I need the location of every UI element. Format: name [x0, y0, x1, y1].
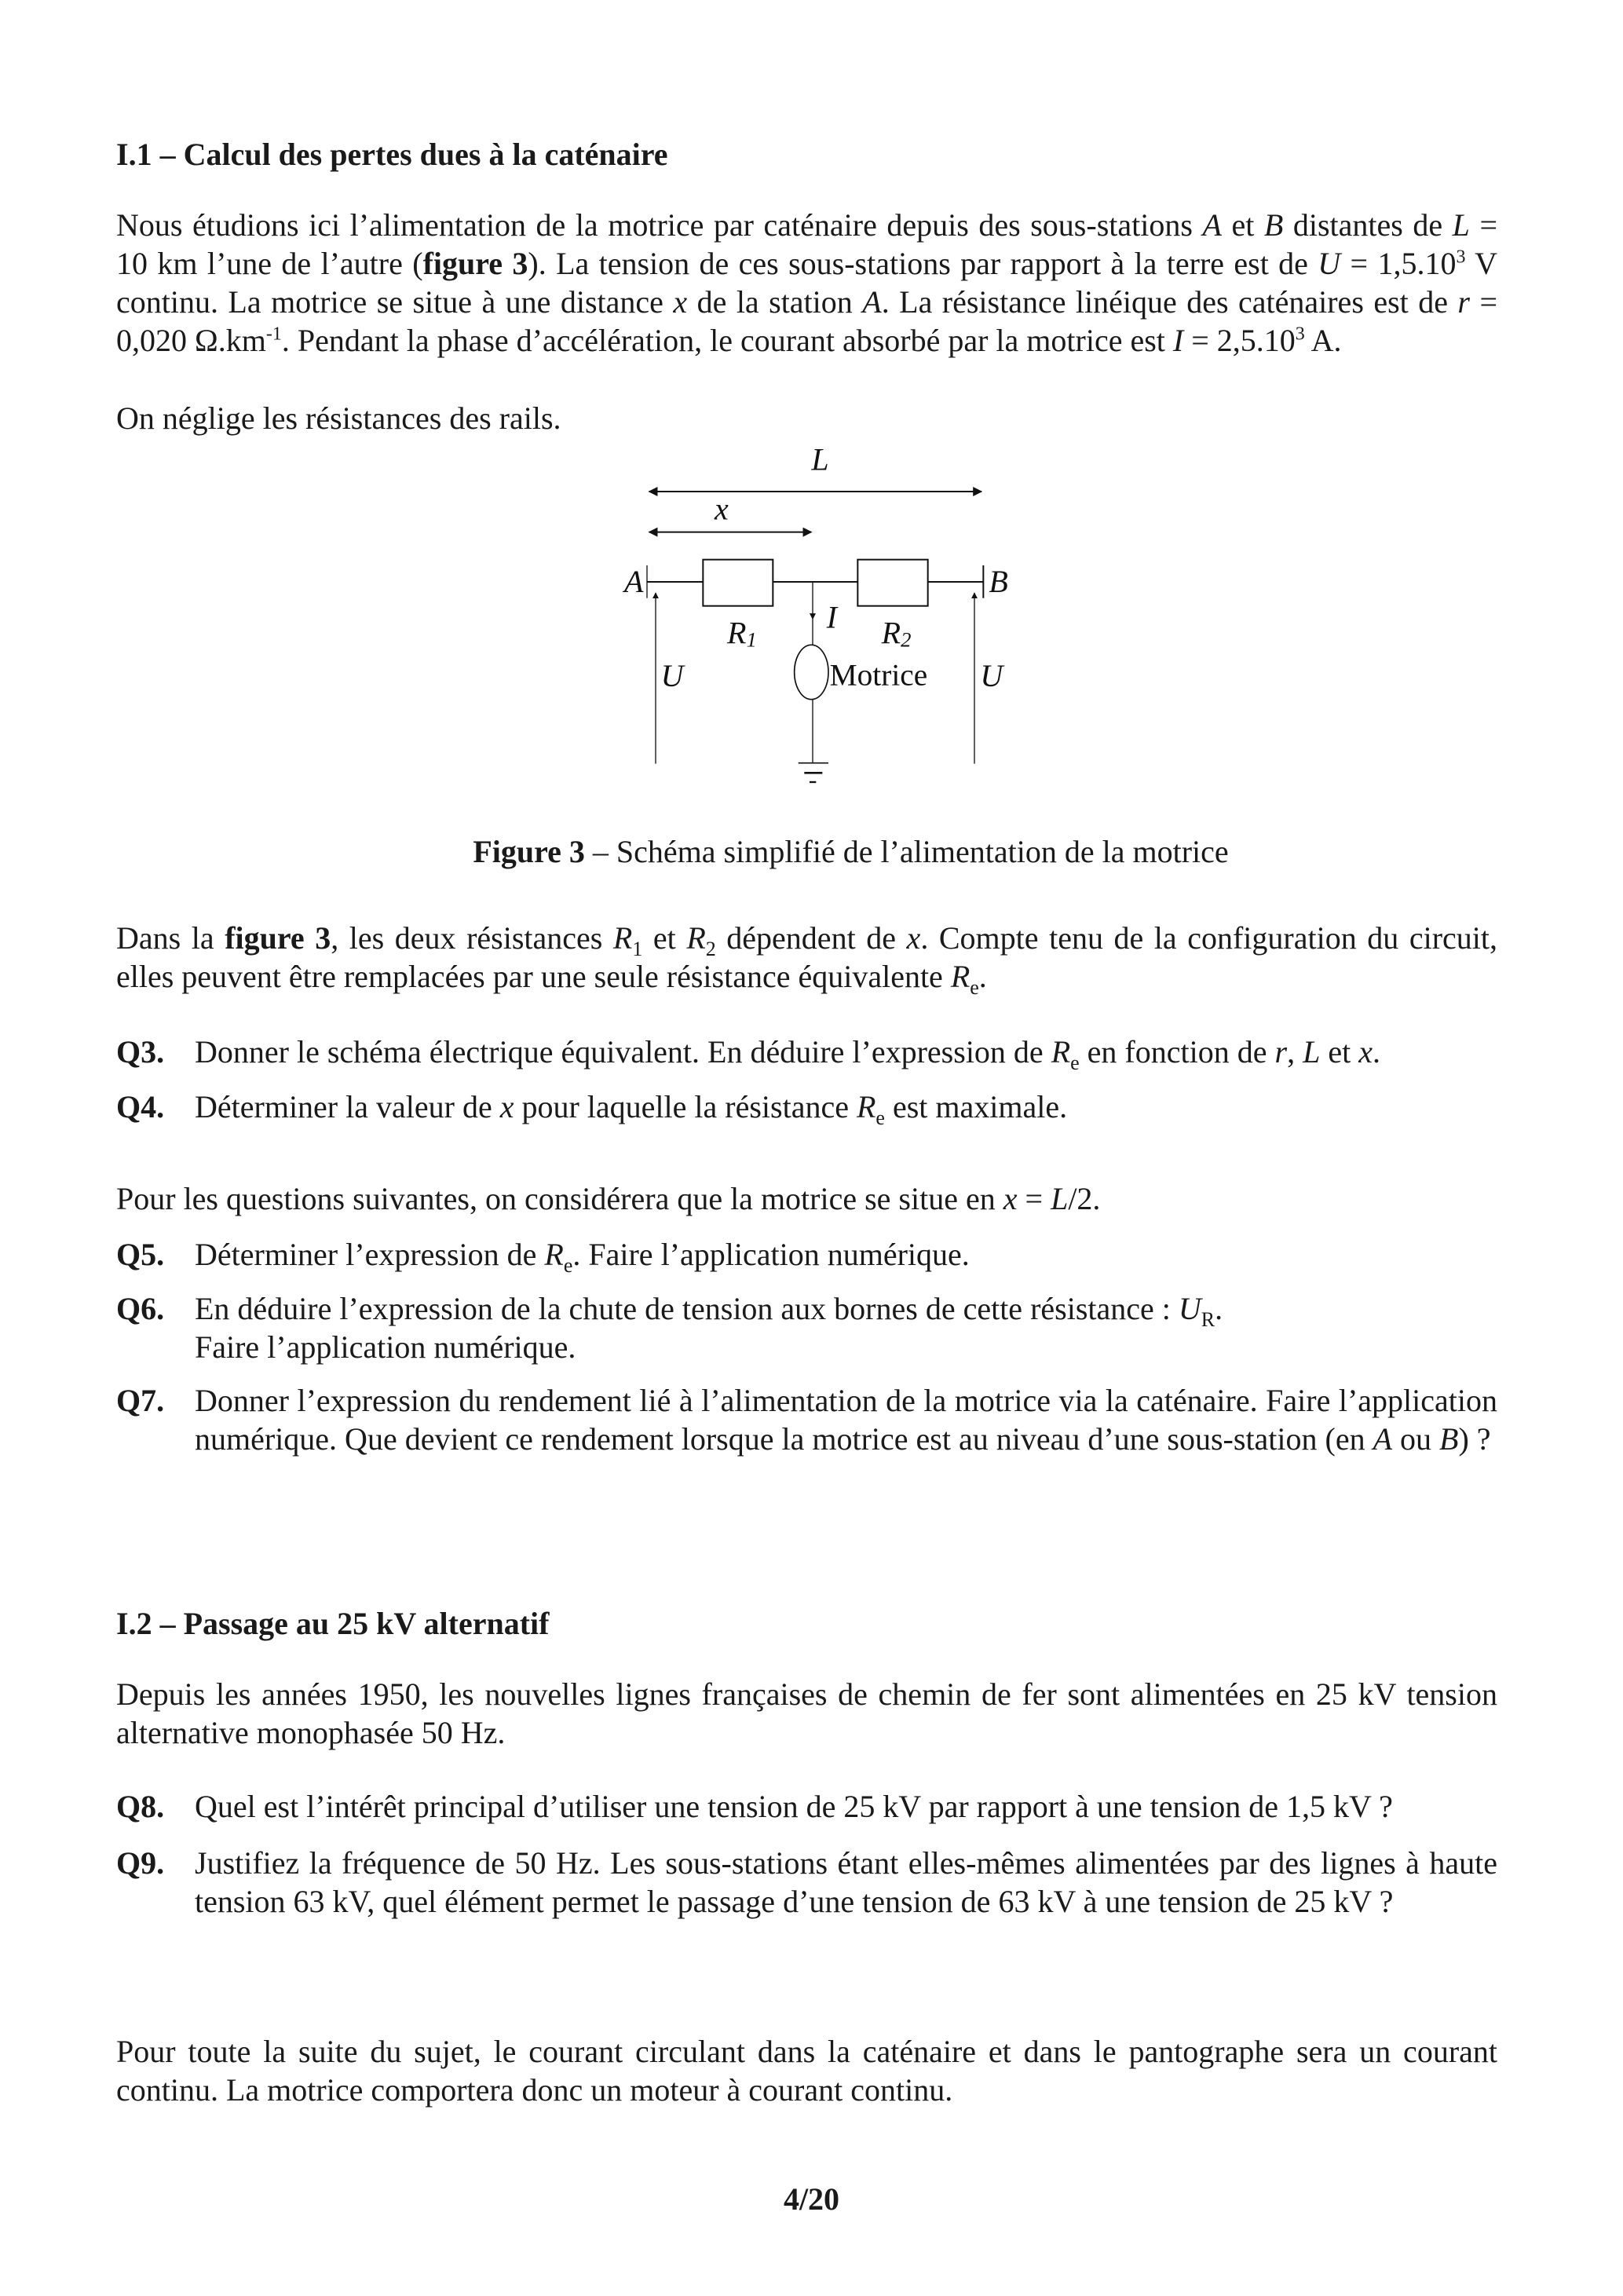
text-run: R	[686, 920, 706, 956]
text-run: U	[1178, 1291, 1201, 1326]
question-text	[195, 1383, 1497, 1457]
label-L: L	[811, 441, 829, 477]
text-run: .	[1215, 1291, 1223, 1326]
text-run: A.	[1304, 323, 1342, 358]
text-run: R	[1051, 1034, 1071, 1069]
text-run: e	[970, 976, 979, 999]
text-run: en fonction de	[1079, 1034, 1275, 1069]
question-text	[195, 1034, 1380, 1074]
text-run: . Faire l’application numérique.	[572, 1237, 970, 1272]
text-run: e	[1070, 1051, 1080, 1074]
intro-paragraph	[116, 206, 1497, 360]
text-run: 3	[1456, 247, 1466, 268]
text-run: x	[1003, 1181, 1018, 1216]
label-R1: R1	[727, 615, 757, 652]
question-label: Q7.	[116, 1383, 165, 1418]
text-run: Depuis les années 1950, les nouvelles lignes françaises de chemin de fer sont alimentées en 25 kV tension alternative monophasée 50 Hz.	[116, 1676, 1497, 1750]
question-text	[195, 1789, 1393, 1824]
question-label: Q8.	[116, 1789, 165, 1824]
text-run: Pour les questions suivantes, on considérera que la motrice se situe en	[116, 1181, 1003, 1216]
page-number: 4/20	[783, 2181, 840, 2217]
text-run: e	[563, 1254, 573, 1277]
label-A: A	[624, 564, 644, 599]
text-run: distantes de	[1283, 207, 1453, 243]
text-run: A	[1202, 207, 1222, 243]
motrice-symbol	[795, 645, 828, 699]
text-run: = 2,5.10	[1183, 323, 1296, 358]
paragraph-equivalent-resistance	[116, 919, 1497, 999]
text-run: . Pendant la phase d’accélération, le courant absorbé par la motrice est	[281, 323, 1173, 358]
text-run: Nous étudions ici l’alimentation de la motrice par caténaire depuis des sous-stations	[116, 207, 1203, 243]
text-run: U	[1318, 246, 1341, 281]
caption-text: – Schéma simplifié de l’alimentation de la motrice	[584, 834, 1229, 869]
text-run: L	[1303, 1034, 1321, 1069]
text-run: figure 3	[225, 920, 331, 956]
question-text	[195, 1089, 1068, 1129]
text-run: .	[978, 959, 987, 994]
text-run: .	[1372, 1034, 1380, 1069]
text-run: L	[1051, 1181, 1069, 1216]
text-run: =	[1017, 1181, 1051, 1216]
text-run: pour laquelle la résistance	[514, 1089, 857, 1124]
text-run: r	[1274, 1034, 1288, 1069]
text-run: B	[1263, 207, 1284, 243]
text-run: A	[1373, 1421, 1393, 1457]
question-q5	[116, 1235, 1497, 1277]
resistor-R2	[857, 560, 927, 606]
label-R2: R2	[881, 615, 912, 652]
text-run: R	[612, 920, 633, 956]
question-text	[195, 1237, 970, 1277]
text-run: -1	[265, 324, 282, 345]
caption-label: Figure 3	[473, 834, 585, 869]
text-run: V continu. La motrice se situe à une distance	[116, 246, 1497, 320]
text-run: e	[875, 1106, 885, 1129]
text-run: 3	[1295, 324, 1305, 345]
text-run: Dans la	[116, 920, 225, 956]
text-run: 1	[632, 938, 643, 960]
question-q8	[116, 1787, 1497, 1826]
text-run: et	[1320, 1034, 1359, 1069]
text-run: /2.	[1068, 1181, 1101, 1216]
text-run: L	[1452, 207, 1470, 243]
text-run: de la station	[687, 284, 863, 320]
text-run: ) ?	[1458, 1421, 1491, 1457]
text-run: x	[673, 284, 688, 320]
text-run: x	[499, 1089, 514, 1124]
label-U-left: U	[660, 658, 684, 693]
figure-3-circuit-diagram	[487, 432, 1131, 801]
text-run: Faire l’application numérique.	[195, 1329, 576, 1365]
text-run: Quel est l’intérêt principal d’utiliser une tension de 25 kV par rapport à une tension de 1,5 kV ?	[195, 1789, 1393, 1824]
text-run: En déduire l’expression de la chute de tension aux bornes de cette résistance :	[195, 1291, 1179, 1326]
figure-caption	[0, 832, 1623, 871]
text-run: Justifiez la fréquence de 50 Hz. Les sous-stations étant elles-mêmes alimentées par des lignes à haute tension 63 kV, quel élément permet le passage d’une tension de 63 kV à une tension de 25 kV ?	[195, 1845, 1497, 1919]
text-run: Déterminer l’expression de	[195, 1237, 545, 1272]
question-text	[195, 1845, 1497, 1919]
text-run: . La résistance linéique des caténaires est de	[881, 284, 1458, 320]
text-run: Donner le schéma électrique équivalent. En déduire l’expression de	[195, 1034, 1051, 1069]
closing-paragraph	[116, 2032, 1497, 2109]
text-run: figure 3	[422, 246, 528, 281]
note-paragraph: On néglige les résistances des rails.	[116, 400, 561, 436]
question-q6	[116, 1289, 1497, 1366]
text-run: = 1,5.10	[1340, 246, 1457, 281]
text-run: r	[1457, 284, 1470, 320]
question-label: Q9.	[116, 1845, 165, 1881]
text-run: = 10 km l’une de l’autre (	[116, 207, 1498, 281]
paragraph-25kv	[116, 1675, 1497, 1752]
question-label: Q6.	[116, 1291, 165, 1326]
text-run: ,	[1287, 1034, 1303, 1069]
question-label: Q3.	[116, 1034, 165, 1069]
text-run: dépendent de	[715, 920, 907, 956]
text-run: Pour toute la suite du sujet, le courant circulant dans la caténaire et dans le pantographe sera un courant continu. La motrice comportera donc un moteur à courant continu.	[116, 2034, 1497, 2108]
text-run: et	[1221, 207, 1264, 243]
question-q3	[116, 1033, 1497, 1074]
question-text	[195, 1291, 1223, 1365]
question-q9	[116, 1844, 1497, 1921]
text-run: ). La tension de ces sous-stations par rapport à la terre est de	[528, 246, 1318, 281]
label-motrice: Motrice	[829, 657, 928, 693]
ground-icon	[799, 763, 828, 782]
label-x: x	[715, 491, 729, 527]
question-q7	[116, 1381, 1497, 1458]
paragraph-assumption	[116, 1179, 1497, 1218]
text-run: R	[1201, 1308, 1215, 1331]
section-heading-2: I.2 – Passage au 25 kV alternatif	[116, 1606, 550, 1641]
question-label: Q4.	[116, 1089, 165, 1124]
text-run: = 0,020 Ω.km	[116, 284, 1498, 358]
text-run: , les deux résistances	[331, 920, 613, 956]
text-run: Déterminer la valeur de	[195, 1089, 500, 1124]
text-run: B	[1439, 1421, 1459, 1457]
text-run: et	[642, 920, 687, 956]
text-run: 2	[705, 938, 716, 960]
text-run: R	[544, 1237, 564, 1272]
text-run: x	[906, 920, 921, 956]
text-run: x	[1358, 1034, 1373, 1069]
text-run: A	[862, 284, 882, 320]
text-run: est maximale.	[884, 1089, 1068, 1124]
resistor-R1	[703, 560, 773, 606]
question-q4	[116, 1088, 1497, 1129]
text-run: ou	[1392, 1421, 1440, 1457]
text-run: Donner l’expression du rendement lié à l’alimentation de la motrice via la caténaire. Faire l’application numérique. Que devient ce rendement lorsque la motrice est au niveau d’une sous-station (en	[195, 1383, 1497, 1457]
label-B: B	[989, 564, 1008, 599]
label-U-right: U	[980, 658, 1003, 693]
section-heading-1: I.1 – Calcul des pertes dues à la caténaire	[116, 137, 668, 172]
text-run: R	[950, 959, 971, 994]
text-run: I	[1172, 323, 1184, 358]
question-label: Q5.	[116, 1237, 165, 1272]
text-run: . Compte tenu de la configuration du circuit, elles peuvent être remplacées par une seule résistance équivalente	[116, 920, 1497, 994]
label-I: I	[826, 599, 837, 635]
text-run: R	[856, 1089, 876, 1124]
